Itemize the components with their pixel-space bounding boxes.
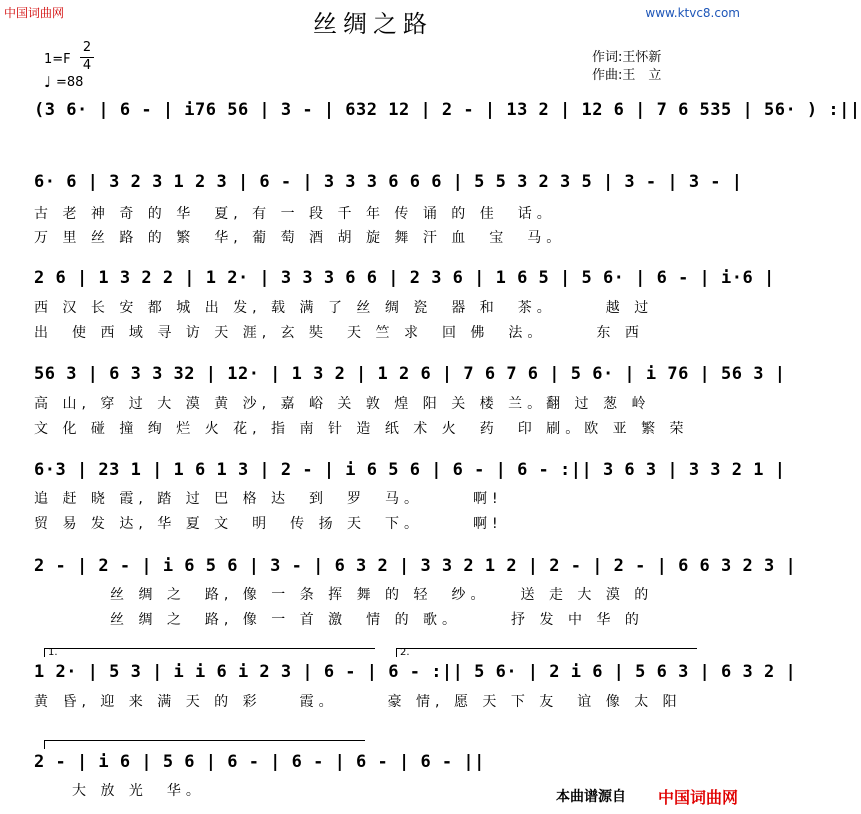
song-title: 丝绸之路: [313, 10, 433, 38]
lyric-verse-1: 高 山, 穿 过 大 漠 黄 沙, 嘉 峪 关 敦 煌 阳 关 楼 兰。翻 过 葱 岭: [34, 396, 651, 412]
lyric-verse-2: 丝 绸 之 路, 像 一 首 激 情 的 歌。 抒 发 中 华 的: [34, 612, 644, 628]
lyric-verse-2: 出 使 西 域 寻 访 天 涯, 玄 奘 天 竺 求 回 佛 法。 东 西: [34, 325, 644, 341]
time-signature-bottom: 4: [82, 58, 92, 73]
lyric-verse-1: 追 赶 晓 霞, 踏 过 巴 格 达 到 罗 马。 啊!: [34, 491, 503, 507]
ending-bracket: [44, 740, 365, 749]
notation-line: 56 3 | 6 3 3 32 | 12· | 1 3 2 | 1 2 6 | 7 6 7 6 | 5 6· | i 76 | 56 3 |: [34, 364, 786, 384]
lyric-verse-2: 万 里 丝 路 的 繁 华, 葡 萄 酒 胡 旋 舞 汗 血 宝 马。: [34, 230, 566, 246]
notation-line: 2 - | i 6 | 5 6 | 6 - | 6 - | 6 - | 6 - ||: [34, 752, 485, 772]
notation-line: (3 6· | 6 - | i76 56 | 3 - | 632 12 | 2 - | 13 2 | 12 6 | 7 6 535 | 56· ) :||: [34, 100, 861, 120]
footer-brand: 中国词曲网: [657, 788, 738, 807]
lyric-verse-1: 大 放 光 华。: [34, 783, 205, 799]
lyric-verse-1: 黄 昏, 迎 来 满 天 的 彩 霞。 豪 情, 愿 天 下 友 谊 像 太 阳: [34, 694, 682, 710]
footer-source-label: 本曲谱源自: [556, 789, 626, 805]
notation-line: 2 6 | 1 3 2 2 | 1 2· | 3 3 3 6 6 | 2 3 6 | 1 6 5 | 5 6· | 6 - | i·6 |: [34, 268, 775, 288]
lyric-verse-1: 丝 绸 之 路, 像 一 条 挥 舞 的 轻 纱。 送 走 大 漠 的: [34, 587, 654, 603]
site-logo-left: 中国词曲网: [4, 6, 65, 20]
second-ending-bracket: 2.: [396, 648, 697, 657]
lyricist-credit: 作词:王怀新: [592, 50, 662, 65]
key-signature: 1=F: [44, 52, 71, 67]
site-url-right: www.ktvc8.com: [645, 6, 740, 20]
composer-credit: 作曲:王 立: [592, 68, 662, 83]
tempo-marking: =88: [56, 75, 84, 90]
quarter-note-icon: ♩: [44, 73, 52, 91]
notation-line: 6· 6 | 3 2 3 1 2 3 | 6 - | 3 3 3 6 6 6 | 5 5 3 2 3 5 | 3 - | 3 - |: [34, 172, 743, 192]
lyric-verse-2: 文 化 碰 撞 绚 烂 火 花, 指 南 针 造 纸 术 火 药 印 刷。欧 亚 繁 荣: [34, 421, 689, 437]
lyric-verse-1: 西 汉 长 安 都 城 出 发, 载 满 了 丝 绸 瓷 器 和 茶。 越 过: [34, 300, 654, 316]
lyric-verse-2: 贸 易 发 达, 华 夏 文 明 传 扬 天 下。 啊!: [34, 516, 503, 532]
notation-line: 6·3 | 23 1 | 1 6 1 3 | 2 - | i 6 5 6 | 6 - | 6 - :|| 3 6 3 | 3 3 2 1 |: [34, 460, 786, 480]
notation-line: 2 - | 2 - | i 6 5 6 | 3 - | 6 3 2 | 3 3 2 1 2 | 2 - | 2 - | 6 6 3 2 3 |: [34, 556, 797, 576]
first-ending-bracket: 1.: [44, 648, 375, 657]
notation-line: 1 2· | 5 3 | i i 6 i 2 3 | 6 - | 6 - :|| 5 6· | 2 i 6 | 5 6 3 | 6 3 2 |: [34, 662, 797, 682]
score-row-1: [34, 100, 861, 136]
lyric-verse-1: 古 老 神 奇 的 华 夏, 有 一 段 千 年 传 诵 的 佳 话。: [34, 206, 556, 222]
time-signature-top: 2: [82, 40, 92, 55]
